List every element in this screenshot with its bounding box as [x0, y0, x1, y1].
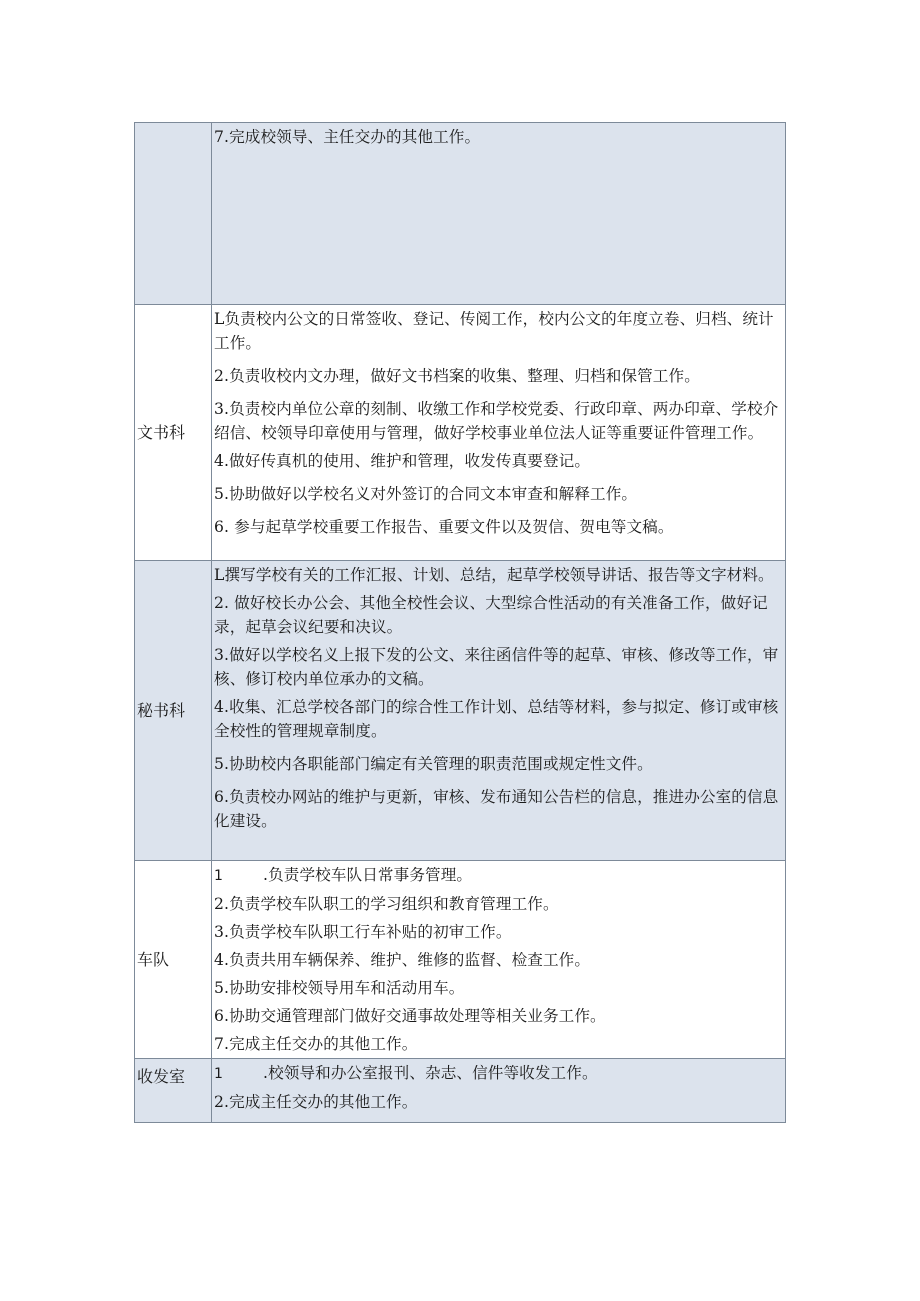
duties-cell: [212, 861, 786, 1059]
table-row: [135, 561, 786, 861]
duty-item: 4.做好传真机的使用、维护和管理，收发传真要登记。: [214, 452, 591, 470]
duty-item: 7.完成校领导、主任交办的其他工作。: [214, 128, 481, 146]
duty-item: 6.负责校办网站的维护与更新，审核、发布通知公告栏的信息，推进办公室的信息化建设。: [214, 788, 779, 830]
dept-cell: 秘书科: [135, 561, 212, 861]
duty-item: 5.协助校内各职能部门编定有关管理的职责范围或规定性文件。: [214, 755, 653, 773]
duty-item: 2.完成主任交办的其他工作。: [214, 1093, 418, 1111]
duty-item: L负责校内公文的日常签收、登记、传阅工作，校内公文的年度立卷、归档、统计工作。: [214, 310, 774, 352]
duty-item-text: .负责学校车队日常事务管理。: [263, 866, 473, 884]
duty-item: 4.负责共用车辆保养、维护、维修的监督、检查工作。: [214, 951, 591, 969]
duty-item: 3.负责学校车队职工行车补贴的初审工作。: [214, 923, 512, 941]
duty-item: [214, 1061, 785, 1086]
table-row: [135, 1059, 786, 1123]
duty-item: 6.协助交通管理部门做好交通事故处理等相关业务工作。: [214, 1007, 606, 1025]
duty-item: 5.协助安排校领导用车和活动用车。: [214, 979, 465, 997]
item-number: 1: [214, 868, 224, 884]
table-row: [135, 123, 786, 305]
table-row: [135, 305, 786, 561]
duty-item: 3.做好以学校名义上报下发的公文、来往函信件等的起草、审核、修改等工作，审核、修订校内单位承办的文稿。: [214, 646, 779, 688]
duty-item: 3.负责校内单位公章的刻制、收缴工作和学校党委、行政印章、两办印章、学校介绍信、校领导印章使用与管理，做好学校事业单位法人证等重要证件管理工作。: [214, 400, 779, 442]
duty-item-text: .校领导和办公室报刊、杂志、信件等收发工作。: [263, 1064, 598, 1082]
dept-cell: [135, 1059, 212, 1123]
duty-item: 2.负责学校车队职工的学习组织和教育管理工作。: [214, 895, 559, 913]
duty-item: 2. 做好校长办公会、其他全校性会议、大型综合性活动的有关准备工作，做好记录，起草会议纪要和决议。: [214, 594, 768, 636]
duty-item: 6. 参与起草学校重要工作报告、重要文件以及贺信、贺电等文稿。: [214, 518, 674, 536]
duty-item: [214, 863, 785, 888]
dept-cell: [135, 123, 212, 305]
dept-label: 收发室: [137, 1067, 186, 1086]
duty-item: L撰写学校有关的工作汇报、计划、总结，起草学校领导讲话、报告等文字材料。: [214, 566, 774, 584]
dept-cell: 文书科: [135, 305, 212, 561]
duty-item: 5.协助做好以学校名义对外签订的合同文本审查和解释工作。: [214, 485, 638, 503]
duties-cell: [212, 123, 786, 305]
duty-item: 7.完成主任交办的其他工作。: [214, 1035, 418, 1053]
dept-cell: 车队: [135, 861, 212, 1059]
table-row: [135, 861, 786, 1059]
duties-cell: [212, 1059, 786, 1123]
duties-cell: [212, 305, 786, 561]
item-number: 1: [214, 1066, 224, 1082]
duties-cell: [212, 561, 786, 861]
duty-item: 4.收集、汇总学校各部门的综合性工作计划、总结等材料，参与拟定、修订或审核全校性的管理规章制度。: [214, 698, 779, 740]
duty-item: 2.负责收校内文办理，做好文书档案的收集、整理、归档和保管工作。: [214, 367, 700, 385]
duties-table: [134, 122, 786, 1123]
